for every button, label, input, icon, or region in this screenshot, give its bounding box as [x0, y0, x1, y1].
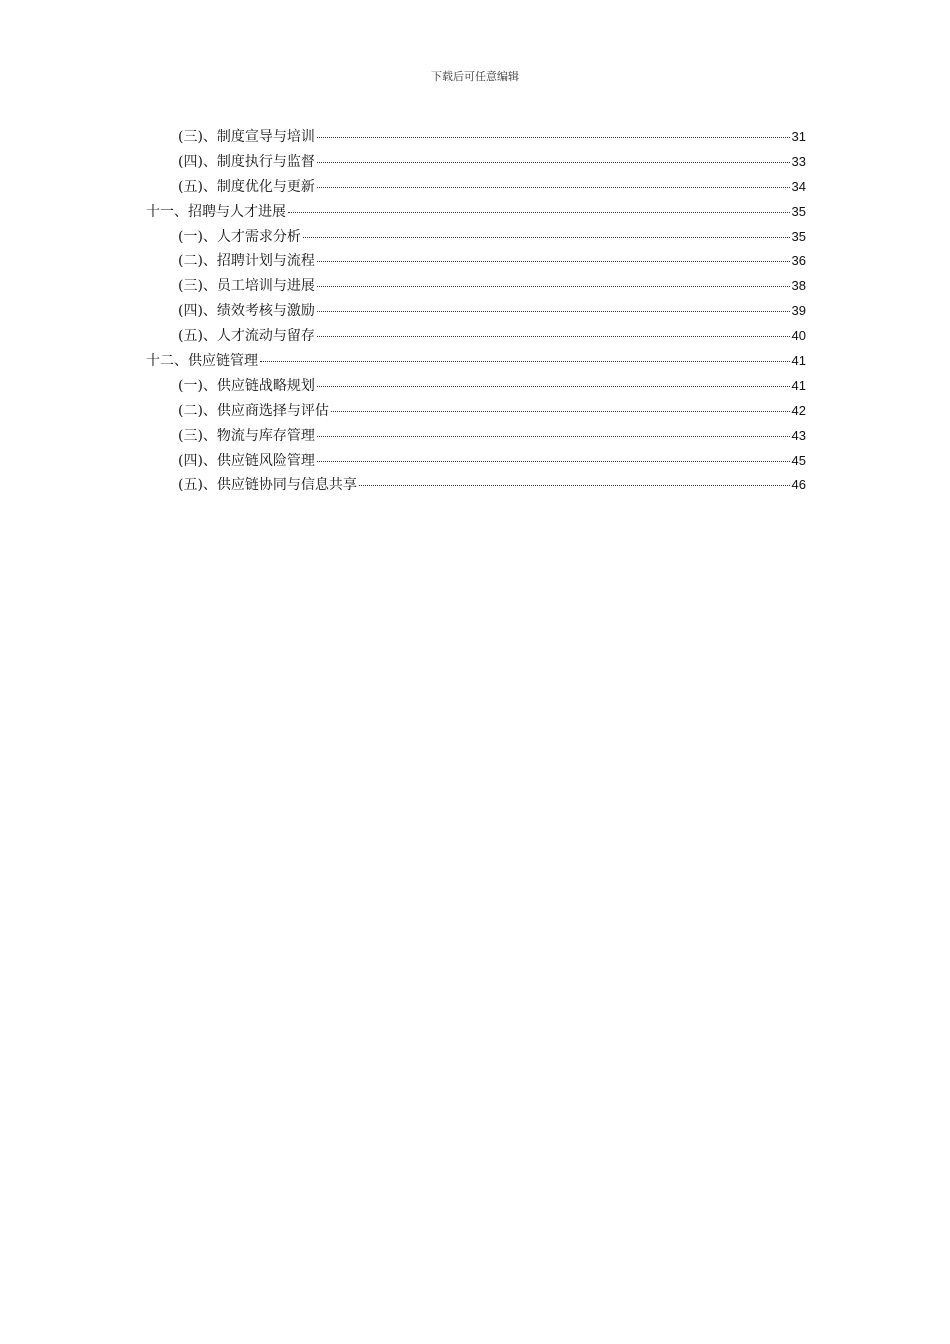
- toc-entry[interactable]: [146, 425, 806, 450]
- toc-entry-label: (三)、制度宣导与培训: [178, 129, 315, 145]
- toc-page-number: 35: [791, 203, 806, 219]
- toc-page-number: 34: [791, 178, 806, 194]
- toc-dot-leader: [303, 237, 790, 238]
- toc-entry[interactable]: [146, 126, 806, 151]
- toc-dot-leader: [317, 162, 790, 163]
- toc-dot-leader: [317, 261, 790, 262]
- toc-page-number: 43: [791, 427, 806, 443]
- toc-entry-label: (一)、供应链战略规划: [178, 377, 315, 394]
- toc-dot-leader: [331, 411, 790, 412]
- toc-dot-leader: [317, 436, 790, 437]
- toc-page-number: 39: [791, 303, 806, 319]
- toc-page-number: 36: [791, 253, 806, 269]
- toc-section-entry[interactable]: [146, 350, 806, 375]
- toc-entry-label: (四)、供应链风险管理: [178, 452, 315, 469]
- toc-dot-leader: [359, 485, 790, 486]
- toc-page-number: 31: [791, 129, 806, 144]
- toc-page-number: 41: [791, 377, 806, 393]
- toc-page-number: 38: [791, 278, 806, 294]
- toc-page-number: 46: [791, 477, 806, 493]
- toc-entry-label: (四)、制度执行与监督: [178, 153, 315, 170]
- toc-section-label: 十一、招聘与人才进展: [146, 203, 286, 220]
- toc-entry-label: (三)、员工培训与进展: [178, 278, 315, 295]
- toc-entry-label: (一)、人才需求分析: [178, 228, 301, 245]
- toc-dot-leader: [317, 311, 790, 312]
- page-header: 下载后可任意编辑: [431, 70, 519, 83]
- toc-entry[interactable]: [146, 400, 806, 425]
- toc-section-label: 十二、供应链管理: [146, 353, 258, 370]
- toc-entry[interactable]: [146, 176, 806, 201]
- toc-entry[interactable]: [146, 300, 806, 325]
- toc-page-number: 40: [791, 328, 806, 344]
- toc-entry-label: (二)、招聘计划与流程: [178, 253, 315, 270]
- toc-section-entry[interactable]: [146, 201, 806, 226]
- toc-entry-label: (五)、制度优化与更新: [178, 178, 315, 195]
- toc-page-number: 45: [791, 452, 806, 468]
- toc-entry[interactable]: [146, 226, 806, 251]
- toc-dot-leader: [317, 336, 790, 337]
- toc-entry[interactable]: [146, 151, 806, 176]
- toc-entry[interactable]: [146, 325, 806, 350]
- toc-entry[interactable]: [146, 250, 806, 275]
- toc-entry-label: (五)、供应链协同与信息共享: [178, 477, 357, 494]
- toc-page-number: 33: [791, 153, 806, 169]
- toc-entry-label: (二)、供应商选择与评估: [178, 402, 329, 419]
- toc-dot-leader: [260, 361, 790, 362]
- toc-dot-leader: [288, 212, 790, 213]
- table-of-contents: [146, 126, 806, 499]
- toc-entry[interactable]: [146, 450, 806, 475]
- toc-entry-label: (三)、物流与库存管理: [178, 427, 315, 444]
- toc-entry[interactable]: [146, 275, 806, 300]
- toc-entry[interactable]: [146, 375, 806, 400]
- toc-page-number: 35: [791, 228, 806, 244]
- toc-dot-leader: [317, 286, 790, 287]
- toc-page-number: 42: [791, 402, 806, 418]
- toc-page-number: 41: [791, 353, 806, 369]
- toc-dot-leader: [317, 137, 790, 138]
- toc-dot-leader: [317, 386, 790, 387]
- toc-entry-label: (五)、人才流动与留存: [178, 328, 315, 345]
- toc-entry[interactable]: [146, 474, 806, 499]
- toc-entry-label: (四)、绩效考核与激励: [178, 303, 315, 320]
- toc-dot-leader: [317, 461, 790, 462]
- toc-dot-leader: [317, 187, 790, 188]
